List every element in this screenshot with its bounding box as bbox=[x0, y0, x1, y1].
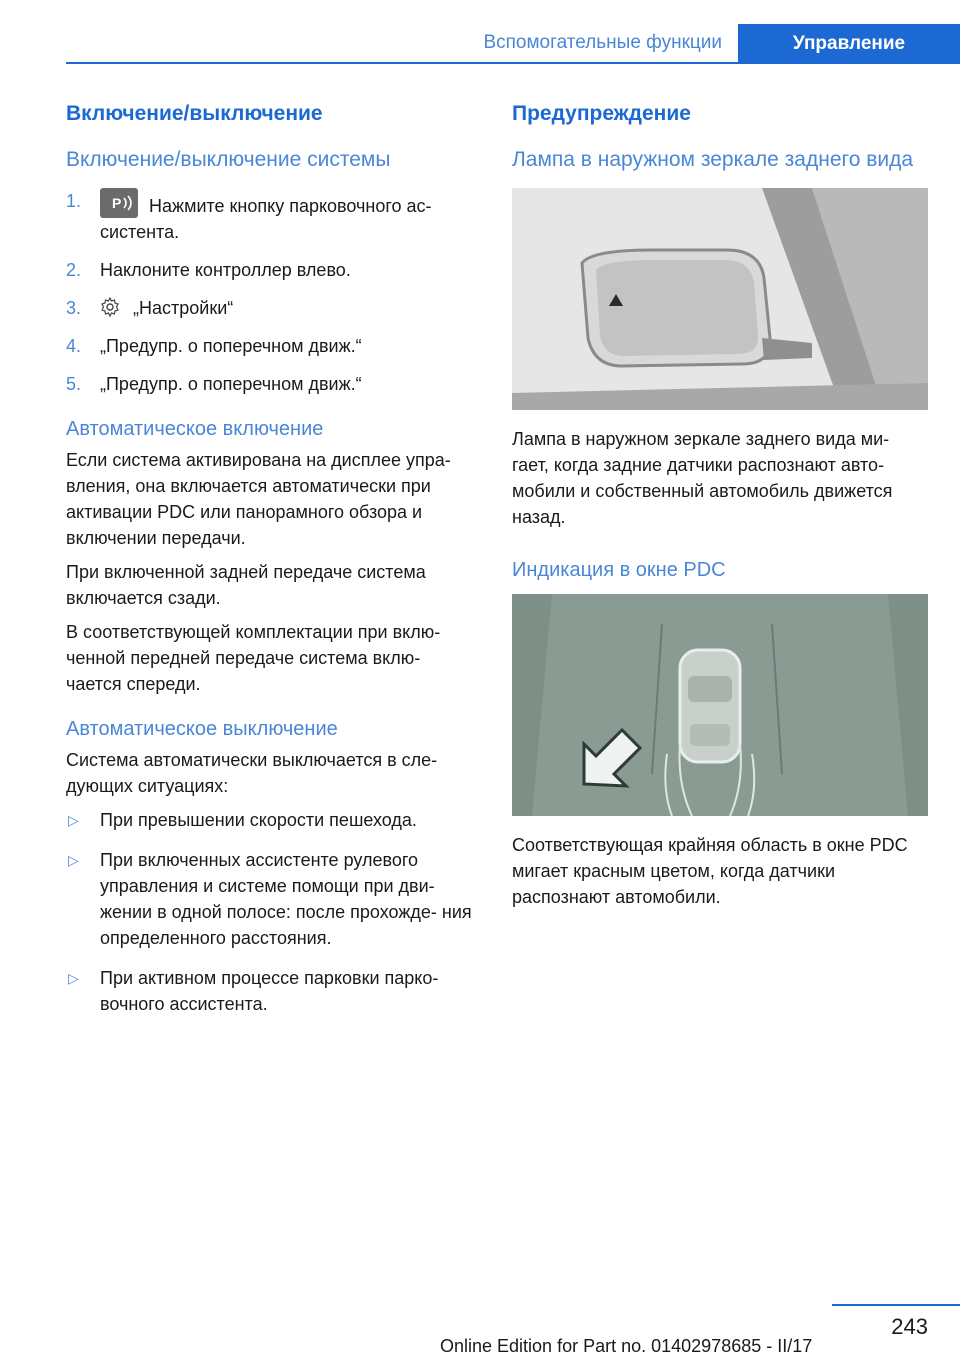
auto-on-heading: Автоматическое включение bbox=[66, 418, 324, 440]
step-number: 5. bbox=[66, 374, 82, 394]
subsection-title: Включение/выключение системы bbox=[66, 148, 391, 171]
section-title: Предупреждение bbox=[512, 102, 691, 125]
paragraph: При включенной задней передаче система включается сзади. bbox=[66, 562, 426, 608]
right-column bbox=[512, 100, 928, 918]
paragraph: Система автоматически выключается в сле- дующих ситуациях: bbox=[66, 750, 438, 796]
step-number: 4. bbox=[66, 336, 82, 356]
header-chapter-tab: Управление bbox=[738, 24, 960, 64]
subsection-title: Лампа в наружном зеркале заднего вида bbox=[512, 148, 914, 171]
step-text: „Предупр. о поперечном движ.“ bbox=[100, 374, 362, 394]
footer-rule bbox=[832, 1304, 960, 1306]
triangle-bullet-icon: ▷ bbox=[68, 852, 79, 868]
list-item bbox=[66, 965, 476, 1017]
steps-list bbox=[66, 188, 476, 397]
auto-off-heading: Автоматическое выключение bbox=[66, 718, 338, 740]
left-column bbox=[66, 100, 476, 1031]
step-item bbox=[66, 257, 476, 283]
step-text: „Настройки“ bbox=[133, 298, 234, 318]
triangle-bullet-icon: ▷ bbox=[68, 970, 79, 986]
pdc-display-illustration bbox=[512, 594, 928, 816]
step-text: Наклоните контроллер влево. bbox=[100, 260, 351, 280]
step-number: 3. bbox=[66, 298, 82, 318]
figure-caption: Лампа в наружном зеркале заднего вида ми- гает, когда задние датчики распознают авто- мобили и собственный автомобиль движется назад. bbox=[512, 429, 893, 527]
conditions-list bbox=[66, 807, 476, 1017]
step-number: 2. bbox=[66, 260, 82, 280]
header-rule bbox=[66, 62, 960, 64]
list-item bbox=[66, 807, 476, 833]
triangle-bullet-icon: ▷ bbox=[68, 812, 79, 828]
step-item bbox=[66, 333, 476, 359]
step-item bbox=[66, 295, 476, 321]
section-title: Включение/выключение bbox=[66, 102, 323, 125]
list-item bbox=[66, 847, 476, 951]
step-text: Нажмите кнопку парковочного ас- систента. bbox=[100, 196, 432, 242]
figure-caption: Соответствующая крайняя область в окне PDC мигает красным цветом, когда датчики распознают автомобили. bbox=[512, 835, 908, 907]
page-header bbox=[0, 0, 960, 64]
list-item-text: При превышении скорости пешехода. bbox=[100, 810, 417, 830]
paragraph: Если система активирована на дисплее упра- вления, она включается автоматически при активации PDC или панорамного обзора и включении передачи. bbox=[66, 450, 451, 548]
step-item bbox=[66, 188, 476, 245]
edition-footer: Online Edition for Part no. 01402978685 - II/17 bbox=[440, 1336, 813, 1356]
step-text: „Предупр. о поперечном движ.“ bbox=[100, 336, 362, 356]
list-item-text: При активном процессе парковки парко- вочного ассистента. bbox=[100, 968, 439, 1014]
mirror-illustration bbox=[512, 188, 928, 410]
parking-assistant-button-icon bbox=[100, 188, 138, 218]
paragraph: В соответствующей комплектации при вклю- ченной передней передаче система вклю- чается спереди. bbox=[66, 622, 441, 694]
step-number: 1. bbox=[66, 191, 82, 211]
settings-gear-icon bbox=[100, 297, 120, 317]
step-item bbox=[66, 371, 476, 397]
pdc-heading: Индикация в окне PDC bbox=[512, 559, 726, 581]
page-number: 243 bbox=[891, 1314, 928, 1339]
list-item-text: При включенных ассистенте рулевого управления и системе помощи при дви- жении в одной полосе: после прохожде- ния определенного расстояния. bbox=[100, 850, 472, 948]
header-section-title: Вспомогательные функции bbox=[483, 32, 722, 53]
svg-text:P: P bbox=[112, 195, 122, 211]
